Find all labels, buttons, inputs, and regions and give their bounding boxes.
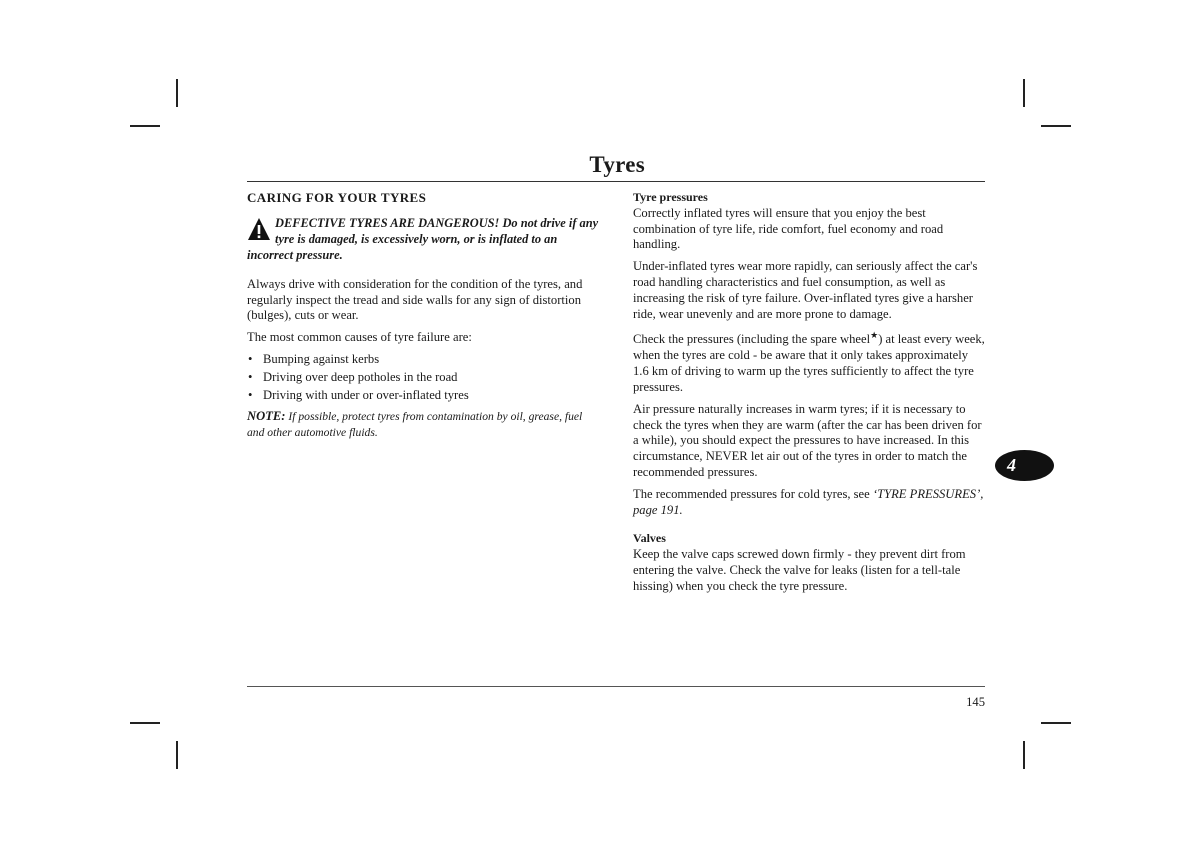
paragraph xyxy=(633,328,985,395)
footer-divider xyxy=(247,686,985,687)
warning-triangle-icon xyxy=(247,217,271,241)
crop-mark xyxy=(176,79,178,107)
star-icon: ★ xyxy=(870,330,879,341)
paragraph-text: The recommended pressures for cold tyres, see xyxy=(633,486,873,501)
crop-mark xyxy=(1041,125,1071,127)
right-column xyxy=(633,190,985,601)
paragraph-text: ) at least every week, when the tyres are cold - be aware that it only takes approximately 1.6 km of driving to warm up the tyres sufficiently to affect the tyre pressures. xyxy=(633,332,985,394)
left-column xyxy=(247,190,599,446)
note xyxy=(247,409,599,440)
page-title: Tyres xyxy=(589,152,645,177)
cross-reference: ‘TYRE PRESSURES’, page 191. xyxy=(633,486,984,517)
bullet-icon: • xyxy=(248,351,253,366)
crop-mark xyxy=(176,741,178,769)
warning-text: DEFECTIVE TYRES ARE DANGEROUS! Do not drive if any tyre is damaged, is excessively worn, or is inflated to an incorrect pressure. xyxy=(247,215,599,262)
crop-mark xyxy=(1023,741,1025,769)
subheading-valves: Valves xyxy=(633,531,666,546)
paragraph: Always drive with consideration for the condition of the tyres, and regularly inspect the tread and side walls for any sign of distortion (bulges), cuts or wear. xyxy=(247,276,583,323)
cause-list xyxy=(247,352,599,403)
list-item-text: Driving with under or over-inflated tyres xyxy=(263,387,469,402)
warning-block xyxy=(247,215,599,263)
crop-mark xyxy=(130,722,160,724)
page-number: 145 xyxy=(966,695,985,709)
list-item xyxy=(247,352,599,368)
list-item xyxy=(247,370,599,386)
crop-mark xyxy=(130,125,160,127)
paragraph: Under-inflated tyres wear more rapidly, can seriously affect the car's road handling characteristics and fuel consumption, as well as increasing the risk of tyre failure. Over-inflated tyres give a harsher ride, wear unevenly and are more prone to damage. xyxy=(633,259,978,321)
title-divider xyxy=(247,181,985,182)
list-item-text: Driving over deep potholes in the road xyxy=(263,369,458,384)
paragraph: The most common causes of tyre failure are: xyxy=(247,330,472,345)
note-text: If possible, protect tyres from contamination by oil, grease, fuel and other automotive fluids. xyxy=(247,410,583,439)
paragraph xyxy=(633,487,985,519)
paragraph: Air pressure naturally increases in warm tyres; if it is necessary to check the tyres when they are warm (after the car has been driven for a while), you should expect the pressures to have increased. In this circumstance, NEVER let air out of the tyres in order to match the recommended pressures. xyxy=(633,401,982,479)
note-label: NOTE: xyxy=(247,409,286,424)
list-item xyxy=(247,388,599,404)
chapter-tab: 4 xyxy=(995,450,1054,481)
subheading-tyre-pressures: Tyre pressures xyxy=(633,190,708,204)
list-item-text: Bumping against kerbs xyxy=(263,351,380,366)
section-heading: CARING FOR YOUR TYRES xyxy=(247,190,427,205)
crop-mark xyxy=(1041,722,1071,724)
bullet-icon: • xyxy=(248,387,253,402)
paragraph: Keep the valve caps screwed down firmly - they prevent dirt from entering the valve. Check the valve for leaks (listen for a tell-tale hissing) when you check the tyre pressure. xyxy=(633,547,966,593)
bullet-icon: • xyxy=(248,369,253,384)
crop-mark xyxy=(1023,79,1025,107)
paragraph-text: Check the pressures (including the spare wheel xyxy=(633,332,871,347)
paragraph: Correctly inflated tyres will ensure that you enjoy the best combination of tyre life, ride comfort, fuel economy and road handling. xyxy=(633,205,944,252)
